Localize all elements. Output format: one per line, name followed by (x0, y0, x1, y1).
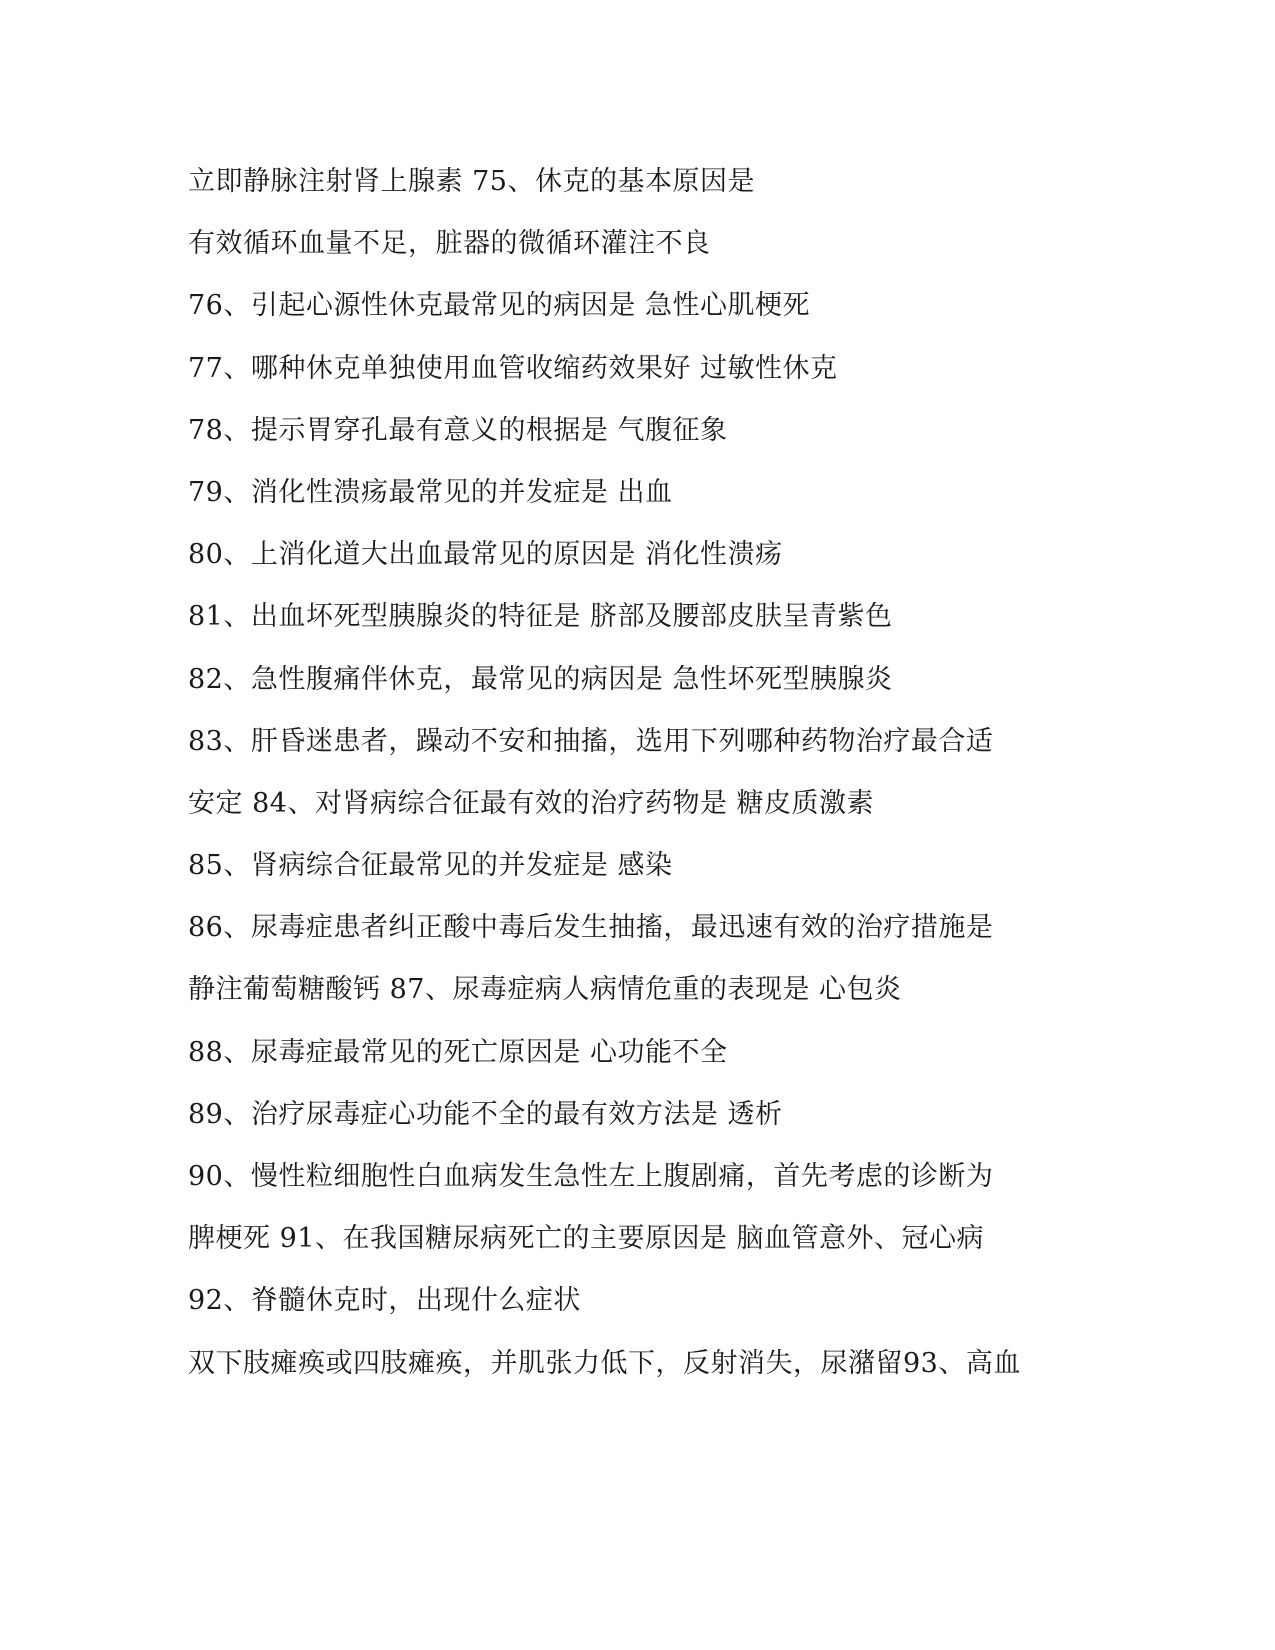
text-line: 77、哪种休克单独使用血管收缩药效果好 过敏性休克 (188, 352, 838, 384)
document-body (188, 162, 1088, 1406)
text-line: 76、引起心源性休克最常见的病因是 急性心肌梗死 (188, 290, 810, 322)
text-line: 81、出血坏死型胰腺炎的特征是 脐部及腰部皮肤呈青紫色 (188, 601, 893, 633)
text-line: 有效循环血量不足，脏器的微循环灌注不良 (188, 228, 711, 260)
text-line: 82、急性腹痛伴休克，最常见的病因是 急性坏死型胰腺炎 (188, 663, 893, 695)
text-line: 静注葡萄糖酸钙 87、尿毒症病人病情危重的表现是 心包炎 (188, 974, 902, 1006)
text-line: 85、肾病综合征最常见的并发症是 感染 (188, 850, 673, 882)
text-line: 80、上消化道大出血最常见的原因是 消化性溃疡 (188, 539, 783, 571)
text-line: 脾梗死 91、在我国糖尿病死亡的主要原因是 脑血管意外、冠心病 (188, 1223, 985, 1255)
text-line: 86、尿毒症患者纠正酸中毒后发生抽搐，最迅速有效的治疗措施是 (188, 912, 994, 944)
text-line: 90、慢性粒细胞性白血病发生急性左上腹剧痛，首先考虑的诊断为 (188, 1161, 994, 1192)
text-line: 78、提示胃穿孔最有意义的根据是 气腹征象 (188, 414, 728, 446)
text-line: 安定 84、对肾病综合征最有效的治疗药物是 糖皮质激素 (188, 787, 875, 819)
text-line: 立即静脉注射肾上腺素 75、休克的基本原因是 (188, 166, 755, 197)
text-line: 88、尿毒症最常见的死亡原因是 心功能不全 (188, 1036, 728, 1068)
text-line: 89、治疗尿毒症心功能不全的最有效方法是 透析 (188, 1098, 783, 1130)
text-line: 83、肝昏迷患者，躁动不安和抽搐，选用下列哪种药物治疗最合适 (188, 725, 994, 757)
text-line: 双下肢瘫痪或四肢瘫痪，并肌张力低下，反射消失，尿潴留93、高血 (188, 1347, 1021, 1379)
text-line: 92、脊髓休克时，出现什么症状 (188, 1285, 581, 1317)
text-line: 79、消化性溃疡最常见的并发症是 出血 (188, 476, 673, 508)
